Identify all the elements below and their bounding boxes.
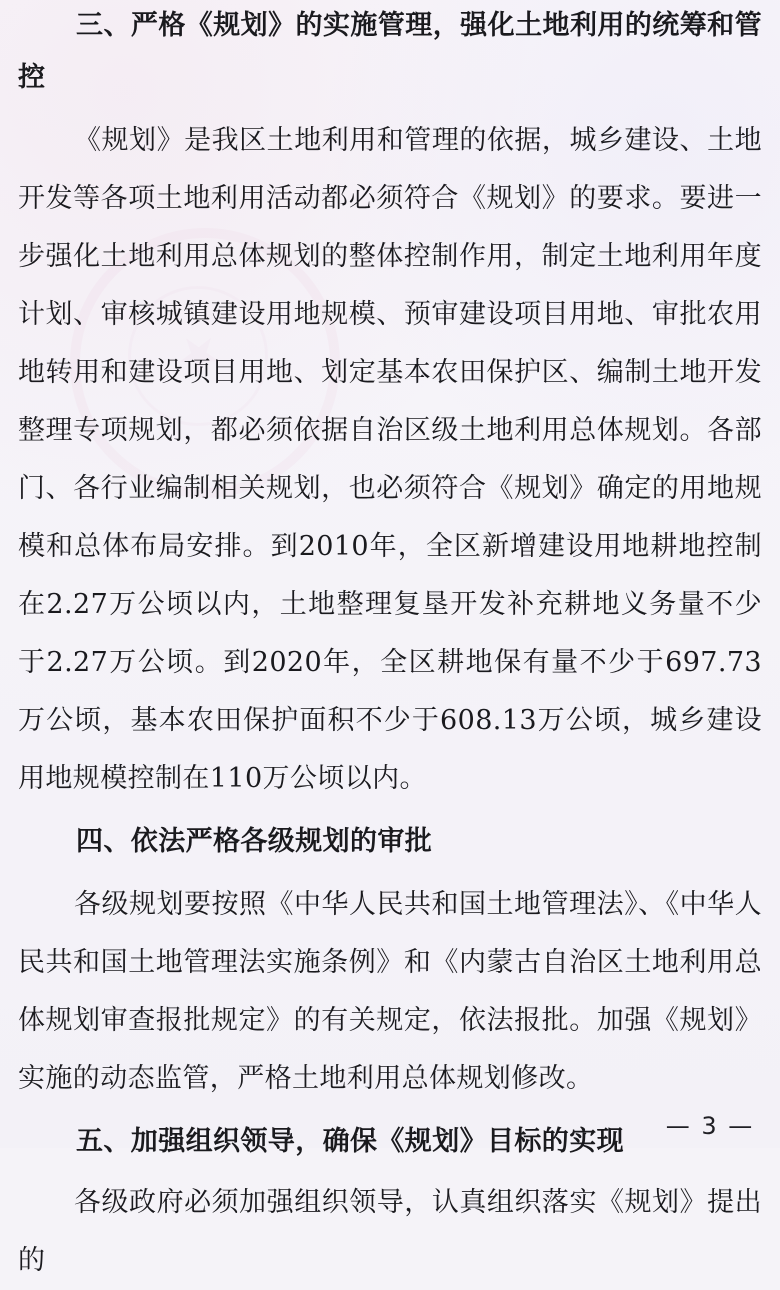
section-paragraph-four: 各级规划要按照《中华人民共和国土地管理法》、《中华人民共和国土地管理法实施条例》和《内蒙古自治区土地利用总体规划审查报批规定》的有关规定，依法报批。加强《规划》实施的动态监管，严格土地利用总体规划修改。 <box>18 889 762 1094</box>
section-paragraph-five: 各级政府必须加强组织领导，认真组织落实《规划》提出的 <box>18 1187 762 1276</box>
section-heading-five: 五、加强组织领导，确保《规划》目标的实现 <box>76 1126 624 1157</box>
section-heading-three: 三、严格《规划》的实施管理，强化土地利用的统筹和管控 <box>18 10 762 93</box>
section-heading-four: 四、依法严格各级规划的审批 <box>76 826 433 857</box>
section-paragraph-three: 《规划》是我区土地利用和管理的依据，城乡建设、土地开发等各项土地利用活动都必须符合《规划》的要求。要进一步强化土地利用总体规划的整体控制作用，制定土地利用年度计划、审核城镇建设用地规模、预审建设项目用地、审批农用地转用和建设项目用地、划定基本农田保护区、编制土地开发整理专项规划，都必须依据自治区级土地利用总体规划。各部门、各行业编制相关规划，也必须符合《规划》确定的用地规模和总体布局安排。到2010年，全区新增建设用地耕地控制在2.27万公顷以内，土地整理复垦开发补充耕地义务量不少于2.27万公顷。到2020年，全区耕地保有量不少于697.73万公顷，基本农田保护面积不少于608.13万公顷，城乡建设用地规模控制在110万公顷以内。 <box>18 125 762 794</box>
page-number: — 3 — <box>665 1112 755 1140</box>
document-content <box>18 0 762 1276</box>
